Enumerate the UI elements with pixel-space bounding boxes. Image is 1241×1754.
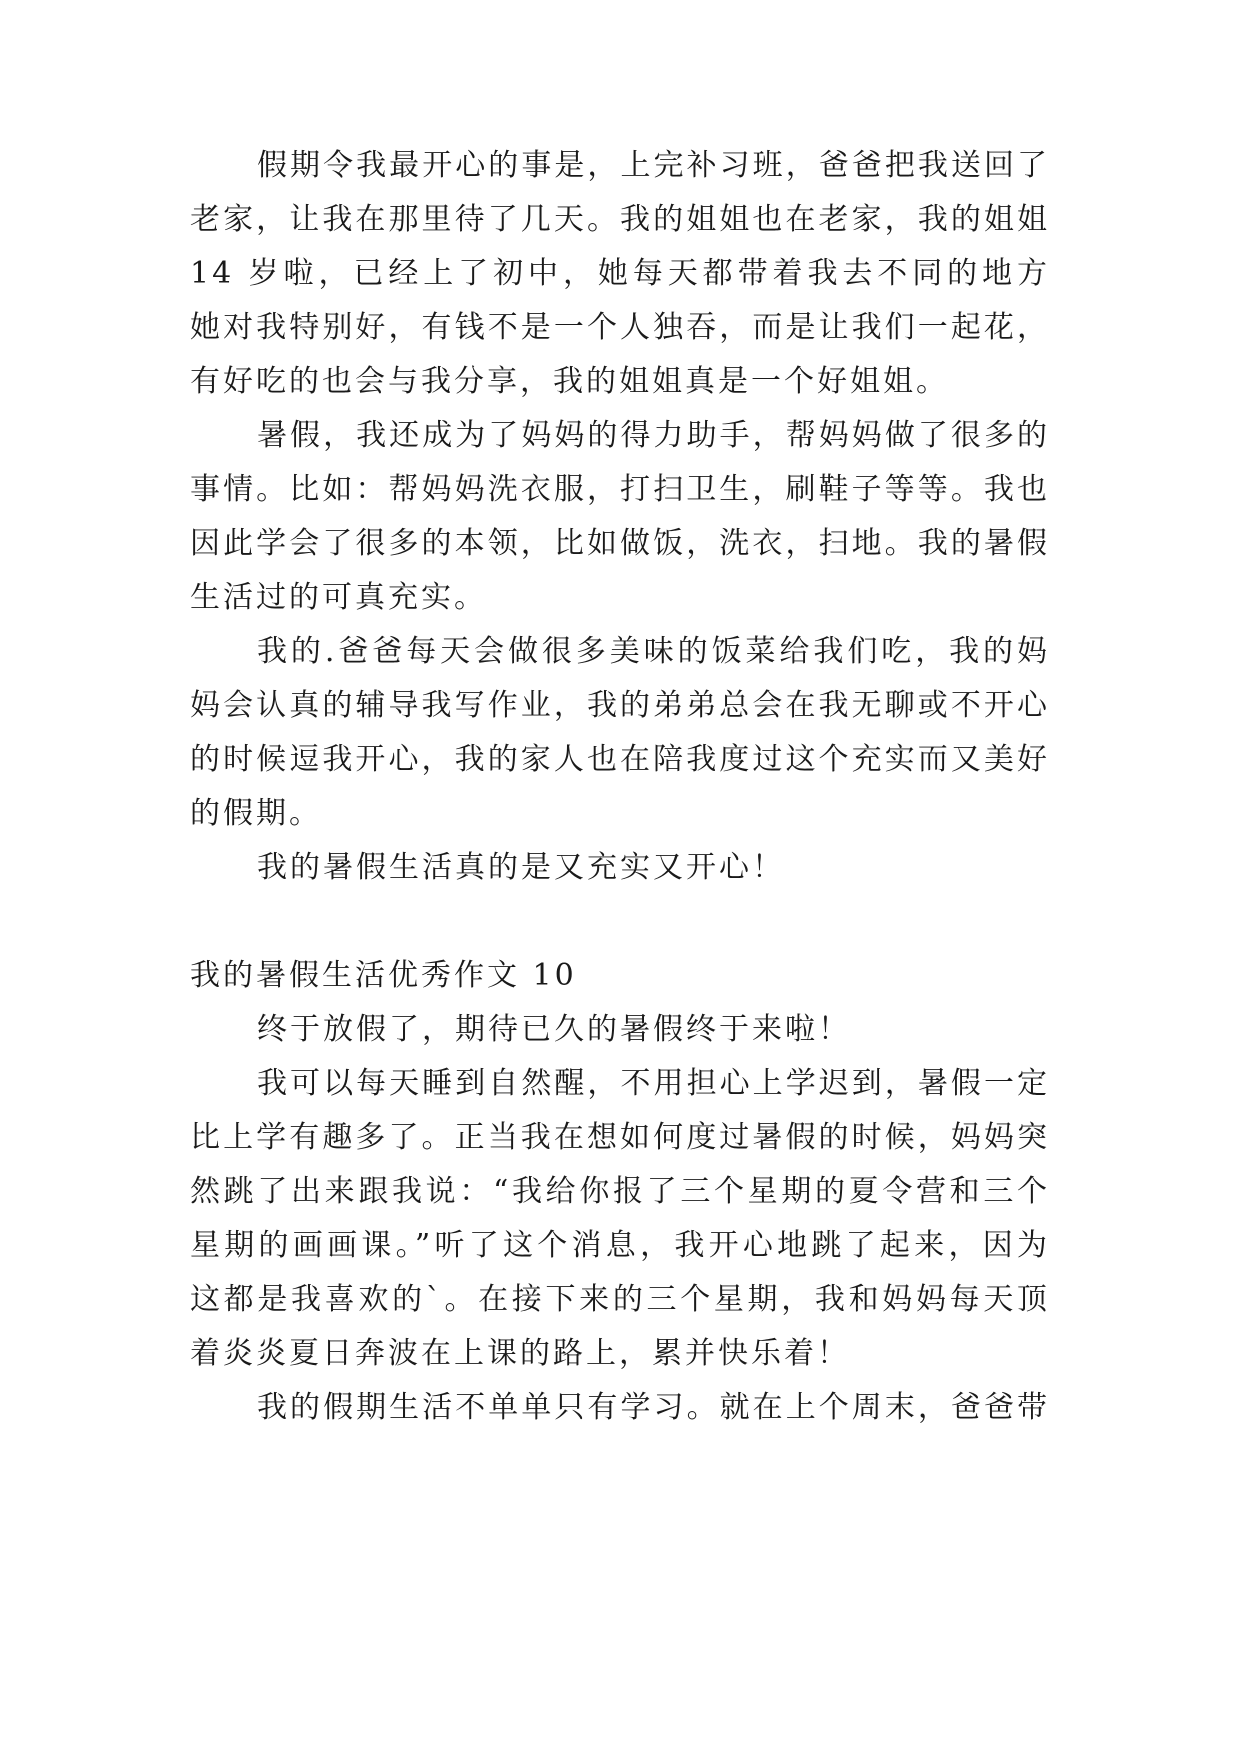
paragraph-3-line-4: 的假期。 [190, 796, 322, 831]
section-title: 我的暑假生活优秀作文 10 [190, 958, 577, 993]
paragraph-3-line-1: 我的.爸爸每天会做很多美味的饭菜给我们吃，我的妈 [257, 634, 1050, 669]
paragraph-6-line-2: 比上学有趣多了。正当我在想如何度过暑假的时候，妈妈突 [190, 1120, 1050, 1155]
paragraph-6-line-4: 星期的画画课。”听了这个消息，我开心地跳了起来，因为 [190, 1228, 1050, 1263]
paragraph-1-line-3: 14 岁啦，已经上了初中，她每天都带着我去不同的地方 [190, 256, 1050, 291]
paragraph-6-line-6: 着炎炎夏日奔波在上课的路上，累并快乐着！ [190, 1336, 850, 1371]
paragraph-3-line-2: 妈会认真的辅导我写作业，我的弟弟总会在我无聊或不开心 [190, 688, 1050, 723]
paragraph-2-line-1: 暑假，我还成为了妈妈的得力助手，帮妈妈做了很多的 [257, 418, 1050, 453]
paragraph-3-line-3: 的时候逗我开心，我的家人也在陪我度过这个充实而又美好 [190, 742, 1050, 777]
paragraph-2-line-3: 因此学会了很多的本领，比如做饭，洗衣，扫地。我的暑假 [190, 526, 1050, 561]
paragraph-1-line-1: 假期令我最开心的事是，上完补习班，爸爸把我送回了 [257, 148, 1050, 183]
paragraph-1-line-5: 有好吃的也会与我分享，我的姐姐真是一个好姐姐。 [190, 364, 949, 399]
paragraph-6-line-5: 这都是我喜欢的`。在接下来的三个星期，我和妈妈每天顶 [190, 1282, 1050, 1317]
paragraph-5-line-1: 终于放假了，期待已久的暑假终于来啦！ [257, 1012, 851, 1047]
paragraph-6-line-1: 我可以每天睡到自然醒，不用担心上学迟到，暑假一定 [257, 1066, 1050, 1101]
paragraph-7-line-1: 我的假期生活不单单只有学习。就在上个周末，爸爸带 [257, 1390, 1050, 1425]
paragraph-2-line-2: 事情。比如：帮妈妈洗衣服，打扫卫生，刷鞋子等等。我也 [190, 472, 1050, 507]
paragraph-6-line-3: 然跳了出来跟我说：“我给你报了三个星期的夏令营和三个 [190, 1174, 1050, 1209]
paragraph-4-line-1: 我的暑假生活真的是又充实又开心！ [257, 850, 785, 885]
paragraph-1-line-2: 老家，让我在那里待了几天。我的姐姐也在老家，我的姐姐 [190, 202, 1050, 237]
paragraph-1-line-4: 她对我特别好，有钱不是一个人独吞，而是让我们一起花， [190, 310, 1050, 345]
paragraph-2-line-4: 生活过的可真充实。 [190, 580, 487, 615]
